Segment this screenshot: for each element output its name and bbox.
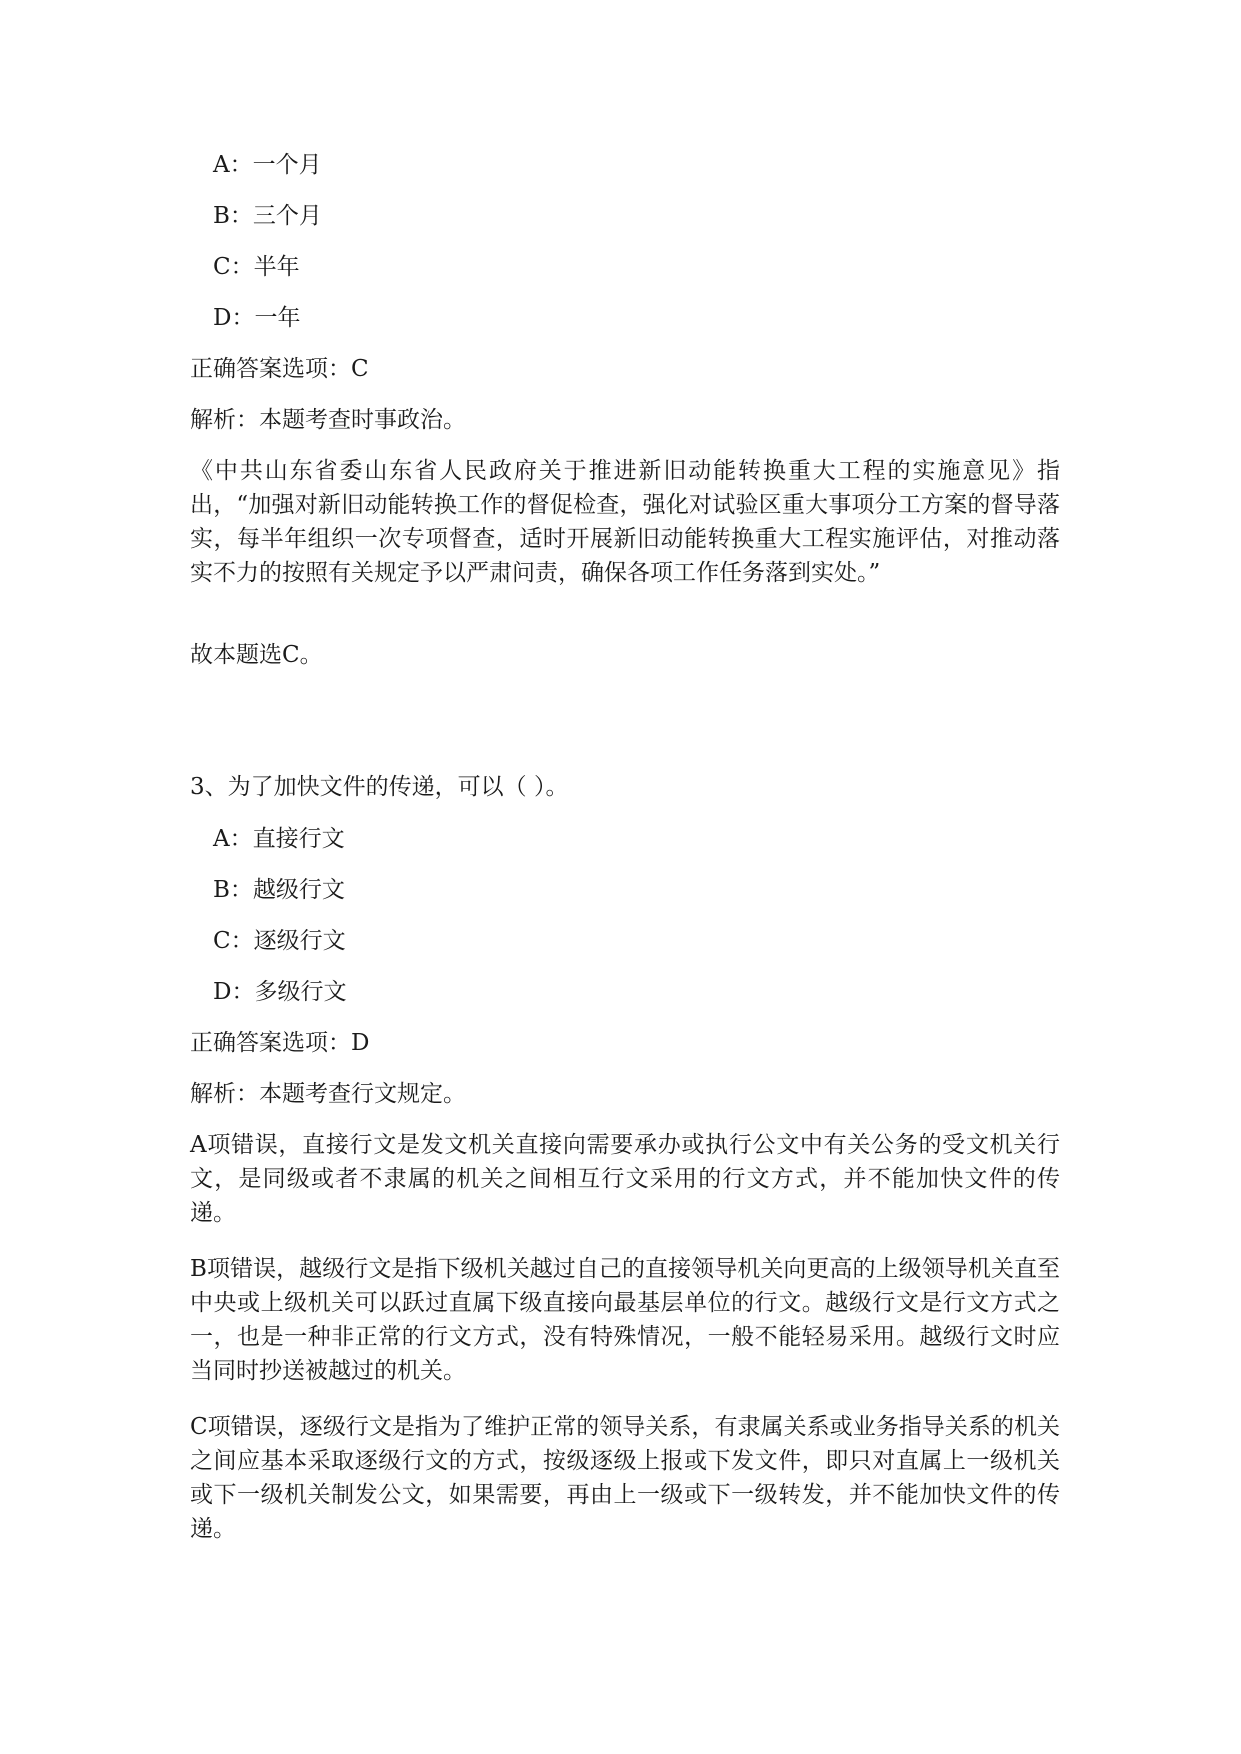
option-text: 逐级行文 xyxy=(253,928,346,954)
q3-analysis-title: 解析：本题考查行文规定。 xyxy=(190,1081,466,1107)
option-text: 多级行文 xyxy=(254,979,347,1005)
q3-option-c xyxy=(213,924,346,958)
q2-answer: 正确答案选项：C xyxy=(190,356,369,382)
option-letter: A： xyxy=(213,152,253,178)
option-text: 一年 xyxy=(254,305,301,331)
q2-option-a xyxy=(213,148,322,182)
option-text: 直接行文 xyxy=(252,826,345,852)
q2-analysis-body: 《中共山东省委山东省人民政府关于推进新旧动能转换重大工程的实施意见》指出，“加强对新旧动能转换工作的督促检查，强化对试验区重大事项分工方案的督导落实，每半年组织一次专项督查，适时开展新旧动能转换重大工程实施评估，对推动落实不力的按照有关规定予以严肃问责，确保各项工作任务落到实处。” xyxy=(190,458,1060,586)
q2-conclusion: 故本题选C。 xyxy=(190,642,323,668)
option-letter: C： xyxy=(213,254,254,280)
option-text: 越级行文 xyxy=(252,877,345,903)
q3-option-a xyxy=(213,822,345,856)
q3-answer: 正确答案选项：D xyxy=(190,1030,370,1056)
q2-analysis-title: 解析：本题考查时事政治。 xyxy=(190,407,466,433)
option-letter: C： xyxy=(213,928,254,954)
q3-option-d xyxy=(213,975,346,1009)
option-text: 半年 xyxy=(253,254,300,280)
option-letter: A： xyxy=(213,826,253,852)
q2-option-d xyxy=(213,301,300,335)
q3-explanation-c: C项错误，逐级行文是指为了维护正常的领导关系，有隶属关系或业务指导关系的机关之间应基本采取逐级行文的方式，按级逐级上报或下发文件，即只对直属上一级机关或下一级机关制发公文，如果需要，再由上一级或下一级转发，并不能加快文件的传递。 xyxy=(190,1414,1060,1542)
option-text: 三个月 xyxy=(252,203,322,229)
q2-option-b xyxy=(213,199,322,233)
q2-option-c xyxy=(213,250,300,284)
q3-explanation-b: B项错误，越级行文是指下级机关越过自己的直接领导机关向更高的上级领导机关直至中央或上级机关可以跃过直属下级直接向最基层单位的行文。越级行文是行文方式之一，也是一种非正常的行文方式，没有特殊情况，一般不能轻易采用。越级行文时应当同时抄送被越过的机关。 xyxy=(190,1256,1060,1384)
option-letter: D： xyxy=(213,305,255,331)
q3-explanation-a: A项错误，直接行文是发文机关直接向需要承办或执行公文中有关公务的受文机关行文，是同级或者不隶属的机关之间相互行文采用的行文方式，并不能加快文件的传递。 xyxy=(190,1132,1060,1226)
option-letter: D： xyxy=(213,979,255,1005)
q3-question: 3、为了加快文件的传递，可以（ ）。 xyxy=(190,774,569,800)
option-letter: B： xyxy=(213,877,253,903)
option-letter: B： xyxy=(213,203,253,229)
option-text: 一个月 xyxy=(252,152,322,178)
q3-option-b xyxy=(213,873,345,907)
